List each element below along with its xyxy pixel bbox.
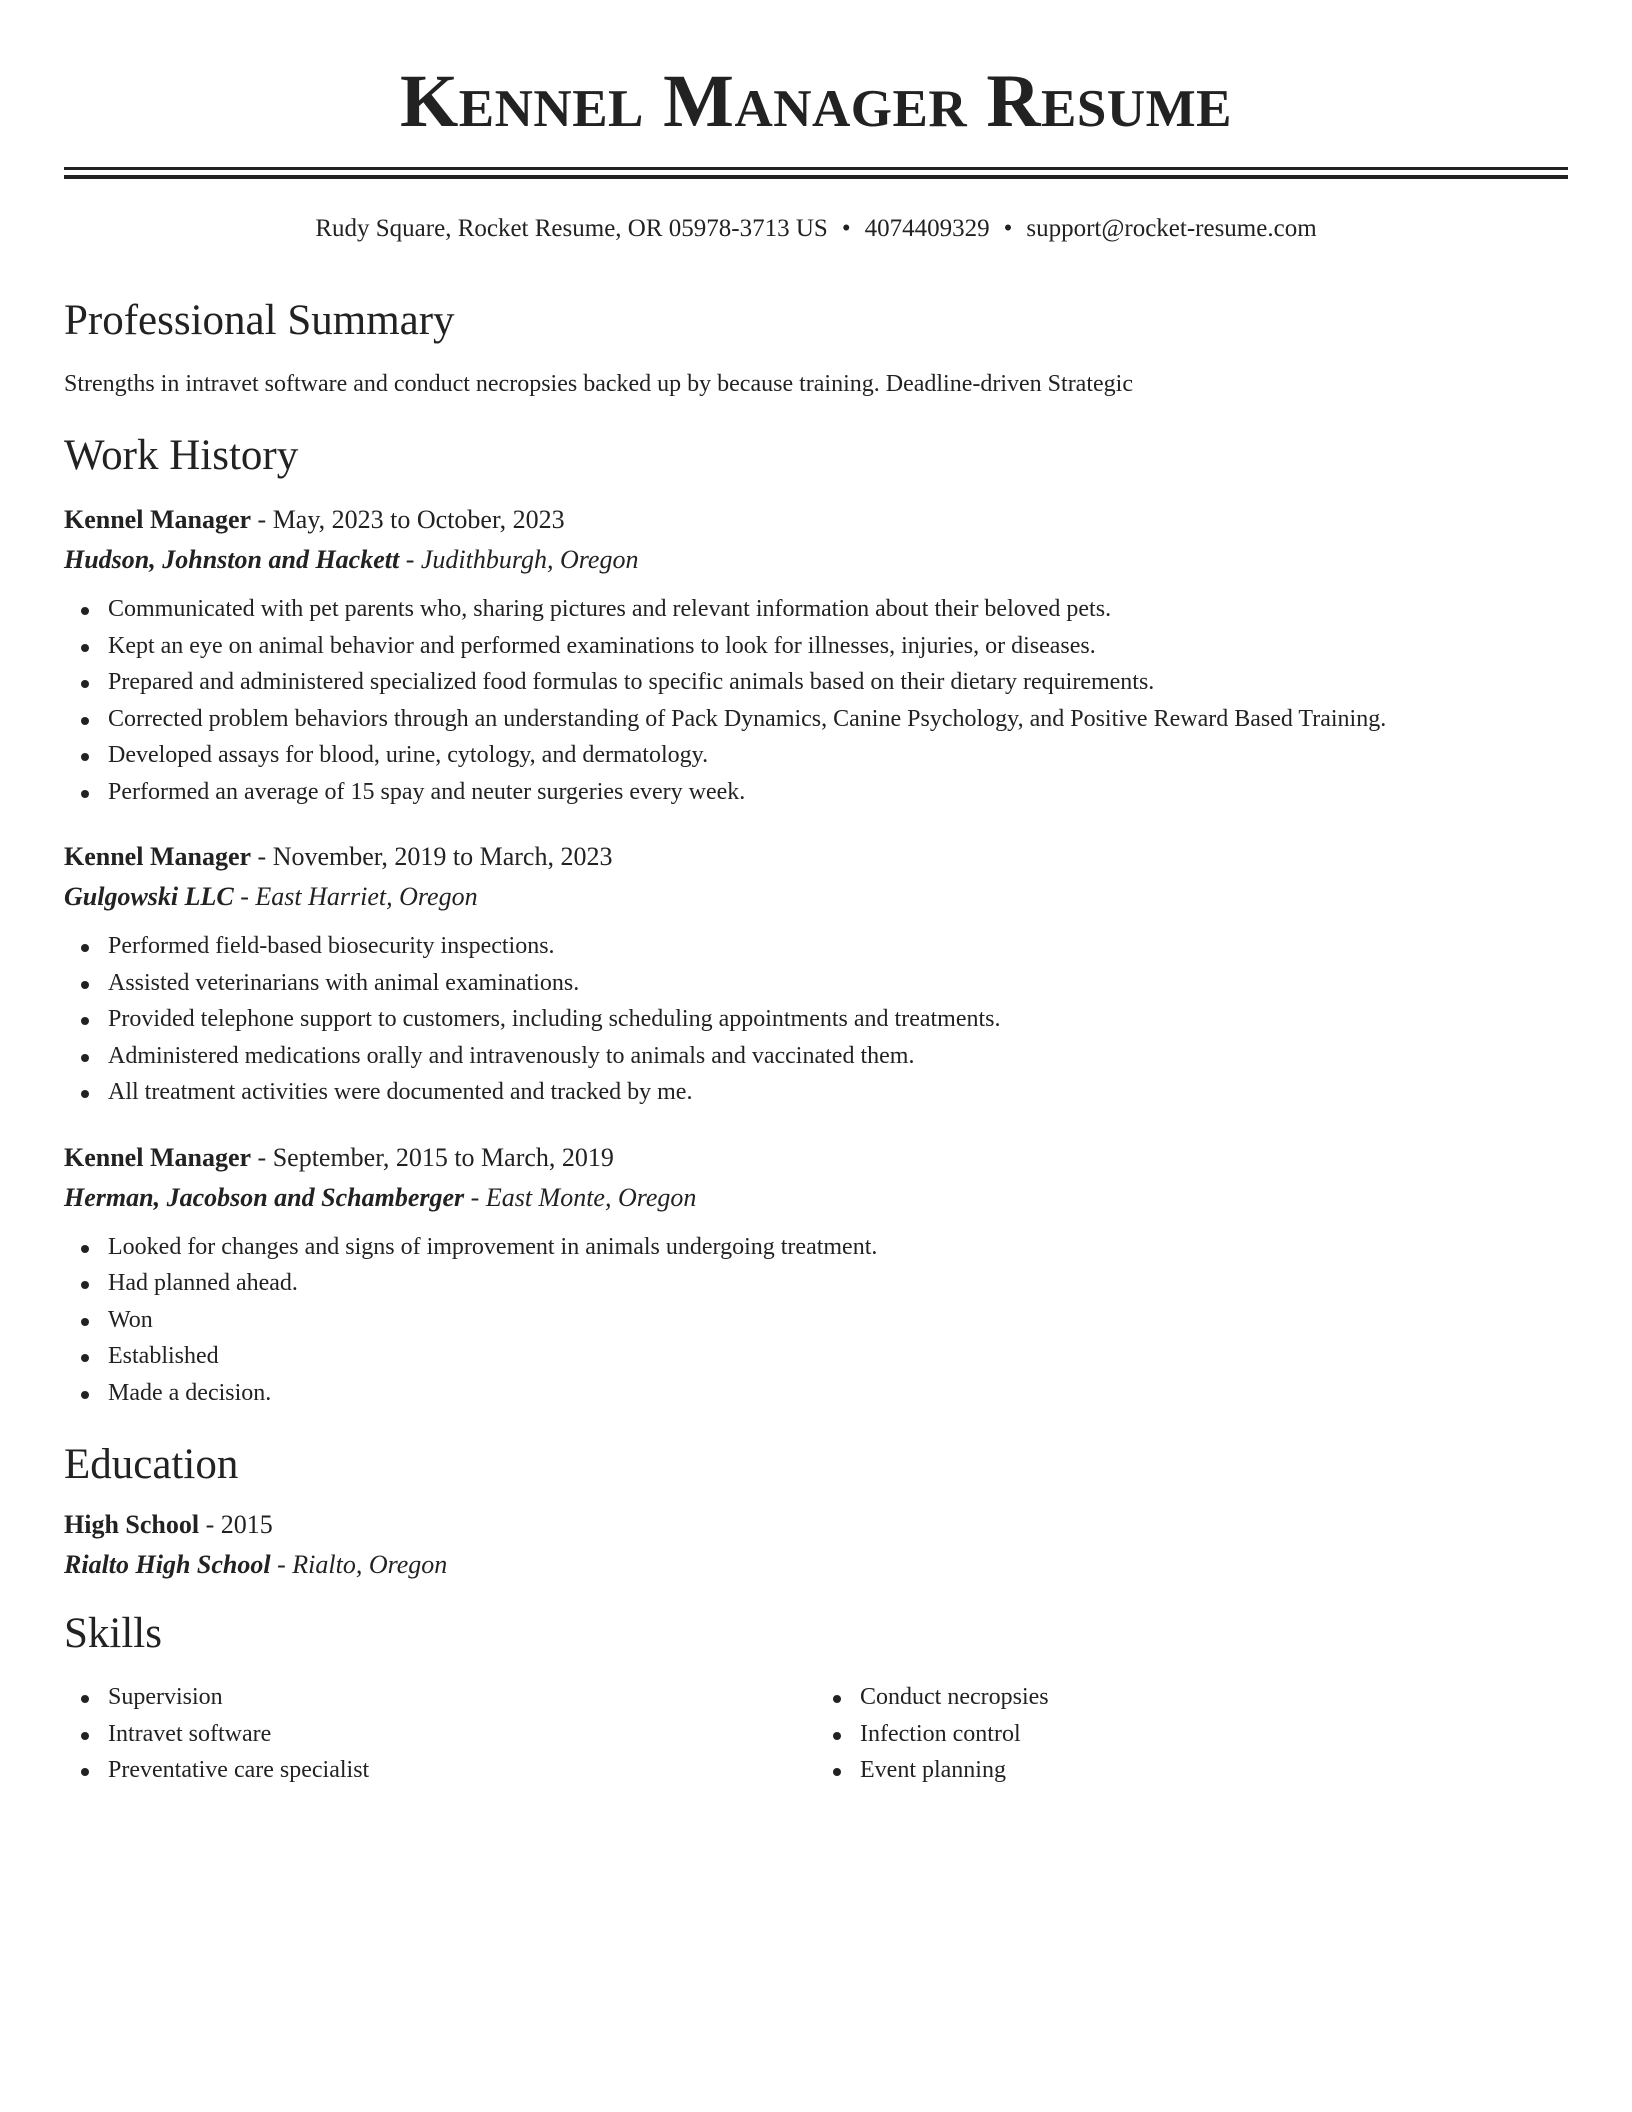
list-item: Made a decision. <box>64 1375 1568 1412</box>
skill-item: Infection control <box>816 1716 1568 1753</box>
list-item: Established <box>64 1338 1568 1375</box>
job-location: - East Harriet, Oregon <box>233 882 478 911</box>
job-title-line <box>64 840 1568 874</box>
job-location: - East Monte, Oregon <box>464 1182 697 1212</box>
list-item: Administered medications orally and intravenously to animals and vaccinated them. <box>64 1038 1568 1075</box>
job-employer-line <box>64 880 1568 914</box>
skills-list-left <box>64 1679 816 1789</box>
skills-heading: Skills <box>64 1610 162 1657</box>
job-company: Hudson, Johnston and Hackett <box>64 545 400 574</box>
job-entry <box>64 503 1568 810</box>
skill-item: Intravet software <box>64 1716 816 1753</box>
resume-title: Kennel Manager Resume <box>399 60 1233 143</box>
job-role: Kennel Manager <box>64 842 252 871</box>
title-divider-bottom <box>64 175 1568 179</box>
skill-item: Event planning <box>816 1752 1568 1789</box>
contact-email: support@rocket-resume.com <box>1026 215 1317 242</box>
education-school-line <box>64 1548 1568 1582</box>
job-duties-list <box>64 1229 1568 1412</box>
list-item: Communicated with pet parents who, sharing pictures and relevant information about their beloved pets. <box>64 591 1568 628</box>
job-duties-list <box>64 591 1568 810</box>
skill-item: Conduct necropsies <box>816 1679 1568 1716</box>
contact-line <box>64 213 1568 245</box>
education-degree-line <box>64 1508 1568 1542</box>
job-title-line <box>64 503 1568 537</box>
contact-phone: 4074409329 <box>864 215 990 242</box>
list-item: Corrected problem behaviors through an understanding of Pack Dynamics, Canine Psychology, and Positive Reward Based Training. <box>64 701 1568 738</box>
list-item: Developed assays for blood, urine, cytology, and dermatology. <box>64 737 1568 774</box>
job-company: Gulgowski LLC <box>64 882 234 911</box>
education-location: - Rialto, Oregon <box>270 1550 448 1579</box>
list-item: Prepared and administered specialized food formulas to specific animals based on their dietary requirements. <box>64 664 1568 701</box>
summary-heading: Professional Summary <box>64 297 455 344</box>
job-role: Kennel Manager <box>64 1142 252 1172</box>
job-dates: - May, 2023 to October, 2023 <box>251 505 565 534</box>
title-divider-top <box>64 167 1568 170</box>
list-item: Kept an eye on animal behavior and performed examinations to look for illnesses, injuries, or diseases. <box>64 628 1568 665</box>
job-entry <box>64 840 1568 1111</box>
work-history-heading: Work History <box>64 432 299 479</box>
contact-separator: • <box>1003 215 1013 242</box>
summary-text: Strengths in intravet software and conduct necropsies backed up by because training. Deadline-driven Strategic <box>64 371 1133 397</box>
education-year: - 2015 <box>199 1510 273 1539</box>
skill-item: Supervision <box>64 1679 816 1716</box>
list-item: Provided telephone support to customers, including scheduling appointments and treatments. <box>64 1001 1568 1038</box>
list-item: Performed field-based biosecurity inspections. <box>64 928 1568 965</box>
job-company: Herman, Jacobson and Schamberger <box>64 1182 465 1212</box>
skills-list-right <box>816 1679 1568 1789</box>
education-heading: Education <box>64 1441 239 1488</box>
contact-address: Rudy Square, Rocket Resume, OR 05978-3713 US <box>315 215 828 242</box>
job-title-line <box>64 1141 1568 1175</box>
list-item: Had planned ahead. <box>64 1265 1568 1302</box>
education-entry <box>64 1508 1568 1582</box>
job-role: Kennel Manager <box>64 505 252 534</box>
education-school: Rialto High School <box>64 1550 271 1579</box>
job-entry <box>64 1141 1568 1412</box>
contact-separator: • <box>841 215 851 242</box>
education-degree: High School <box>64 1510 200 1539</box>
job-location: - Judithburgh, Oregon <box>399 545 639 574</box>
list-item: Assisted veterinarians with animal examinations. <box>64 965 1568 1002</box>
list-item: Won <box>64 1302 1568 1339</box>
skill-item: Preventative care specialist <box>64 1752 816 1789</box>
job-dates: - September, 2015 to March, 2019 <box>251 1142 614 1172</box>
job-dates: - November, 2019 to March, 2023 <box>251 842 613 871</box>
list-item: Looked for changes and signs of improvement in animals undergoing treatment. <box>64 1229 1568 1266</box>
list-item: Performed an average of 15 spay and neuter surgeries every week. <box>64 774 1568 811</box>
job-employer-line <box>64 1181 1568 1215</box>
job-duties-list <box>64 928 1568 1111</box>
skills-grid <box>64 1679 1568 1789</box>
job-employer-line <box>64 543 1568 577</box>
list-item: All treatment activities were documented and tracked by me. <box>64 1074 1568 1111</box>
